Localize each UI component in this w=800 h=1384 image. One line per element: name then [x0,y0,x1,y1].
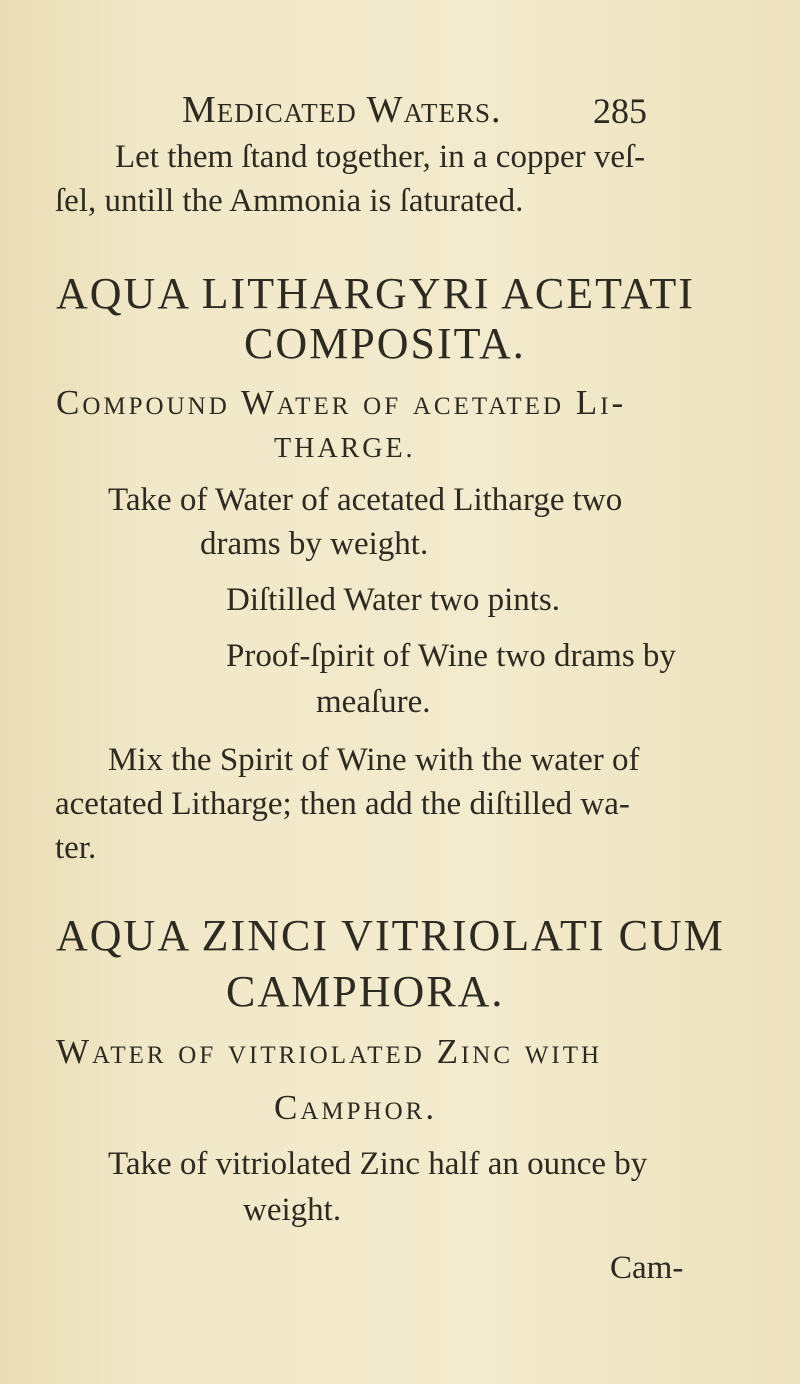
section2-title-line-2: CAMPHORA. [226,967,505,1016]
section1-title-line-2: COMPOSITA. [244,319,526,368]
section1-subtitle-line-2: THARGE. [274,433,416,464]
running-head: Medicated Waters. [182,89,502,131]
section1-subtitle-line-1: Compound Water of acetated Li- [56,383,627,422]
section1-directions-line-2: acetated Litharge; then add the diſtilled wa- [55,786,630,822]
section2-subtitle-line-2: Camphor. [274,1088,438,1127]
section1-ingredient-3-line-2: meaſure. [316,684,431,720]
section1-ingredient-1-line-2: drams by weight. [200,526,429,562]
section1-ingredient-1-line-1: Take of Water of acetated Litharge two [108,482,623,518]
section1-directions-line-1: Mix the Spirit of Wine with the water of [108,742,640,778]
section1-ingredient-2: Diſtilled Water two pints. [226,582,561,618]
section1-ingredient-3-line-1: Proof-ſpirit of Wine two drams by [226,638,676,674]
intro-line-2: ſel, untill the Ammonia is ſaturated. [55,183,524,219]
section2-subtitle-line-1: Water of vitriolated Zinc with [56,1032,603,1071]
section2-ingredient-1-line-1: Take of vitriolated Zinc half an ounce by [108,1146,648,1182]
section2-title-line-1: AQUA ZINCI VITRIOLATI CUM [56,911,725,960]
intro-line-1: Let them ſtand together, in a copper veſ- [115,139,646,175]
section2-ingredient-1-line-2: weight. [243,1192,342,1228]
page-number: 285 [593,91,647,131]
section1-directions-line-3: ter. [55,830,97,866]
catchword: Cam- [610,1250,684,1286]
section1-title-line-1: AQUA LITHARGYRI ACETATI [56,269,695,318]
